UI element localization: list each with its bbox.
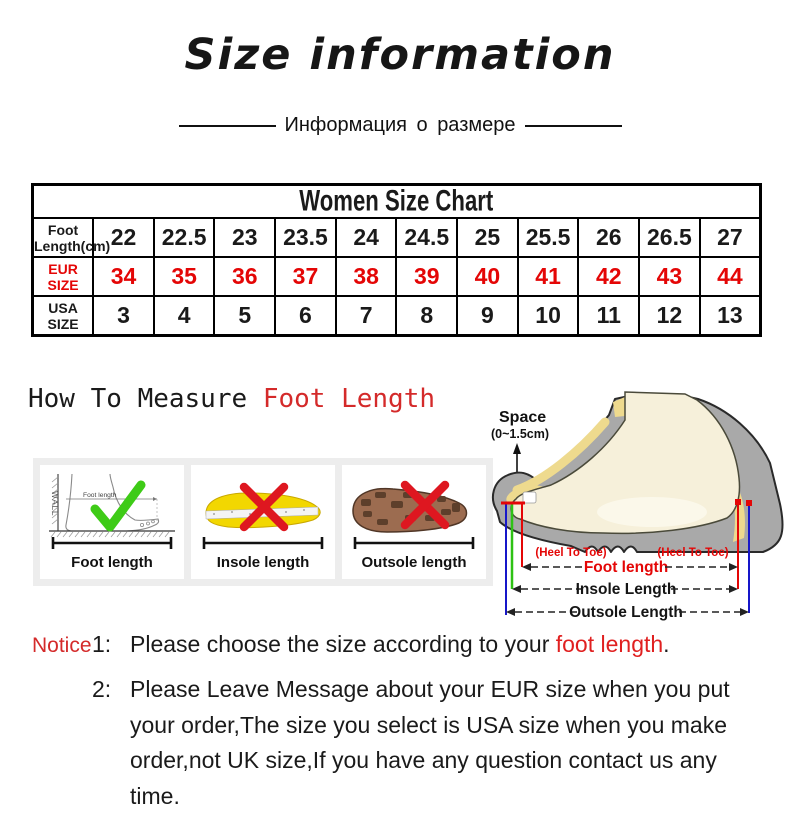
arrow-icon	[512, 585, 521, 593]
size-cell: 13	[700, 296, 761, 336]
measure-heading	[28, 384, 435, 414]
panel-insole-length	[191, 465, 335, 579]
subtitle-row	[0, 114, 800, 137]
insole-length-label: Insole Length	[575, 581, 677, 598]
size-cell: 25.5	[518, 218, 579, 257]
size-cell: 9	[457, 296, 518, 336]
inner-foot-length-label: Foot length	[83, 492, 117, 499]
size-cell: 34	[93, 257, 154, 296]
size-cell: 3	[93, 296, 154, 336]
heel-to-toe-right-label: (Heel To Toe)	[657, 547, 729, 559]
space-label: Space	[499, 409, 547, 426]
size-cell: 5	[214, 296, 275, 336]
notice-1-text-before: Please choose the size according to your	[130, 631, 556, 657]
size-cell: 41	[518, 257, 579, 296]
foot-length-label: Foot length	[583, 559, 669, 576]
size-chart-title-row	[33, 185, 761, 219]
size-cell: 26.5	[639, 218, 700, 257]
size-cell: 24	[336, 218, 397, 257]
panel-label: Insole length	[216, 554, 310, 571]
size-cell: 11	[578, 296, 639, 336]
measure-panels	[33, 458, 493, 586]
arrow-icon	[522, 563, 531, 571]
wall-label: WALL	[50, 491, 59, 517]
size-cell: 6	[275, 296, 336, 336]
notice-1-text-after: .	[663, 631, 670, 657]
outsole-length-label: Outsole Length	[569, 604, 683, 621]
arrow-icon	[506, 608, 515, 616]
size-cell: 40	[457, 257, 518, 296]
arrow-icon	[740, 608, 749, 616]
arrow-icon	[729, 563, 738, 571]
size-cell: 7	[336, 296, 397, 336]
size-cell: 25	[457, 218, 518, 257]
toe-space-notch	[523, 492, 536, 503]
arrow-icon	[153, 497, 157, 501]
size-cell: 23.5	[275, 218, 336, 257]
measure-heading-red: Foot Length	[262, 384, 435, 414]
size-cell: 27	[700, 218, 761, 257]
size-cell: 44	[700, 257, 761, 296]
size-cell: 38	[336, 257, 397, 296]
row-label: USA SIZE	[33, 296, 94, 336]
measure-heading-black: How To Measure	[28, 384, 263, 414]
size-cell: 42	[578, 257, 639, 296]
size-cell: 24.5	[396, 218, 457, 257]
size-cell: 43	[639, 257, 700, 296]
subtitle-text: Информация о размере	[284, 114, 516, 136]
heel-dot	[746, 500, 752, 506]
heel-to-toe-left-label: (Heel To Toe)	[535, 547, 607, 559]
divider-line-right	[525, 125, 622, 127]
page-title: Size information	[184, 30, 616, 80]
size-chart-row	[33, 296, 761, 336]
row-label: Foot Length(cm)	[33, 218, 94, 257]
size-chart-row	[33, 218, 761, 257]
panel-outsole-length	[342, 465, 486, 579]
heel-dot	[735, 499, 741, 505]
size-cell: 10	[518, 296, 579, 336]
size-chart-table	[31, 183, 762, 337]
size-cell: 22.5	[154, 218, 215, 257]
notice-1-number: 1:	[92, 631, 112, 657]
notice-2-text: Please Leave Message about your EUR size when you put your order,The size you select is USA size when you make order,not UK size,If you have any question contact us any time.	[130, 676, 730, 809]
measure-bracket	[53, 537, 171, 549]
insole-image	[194, 468, 332, 554]
size-chart-body	[33, 185, 761, 336]
shoe-measurement-diagram	[487, 386, 800, 624]
foot-length-sketch	[43, 468, 181, 554]
notice-1-text	[130, 631, 670, 658]
row-label: EUR SIZE	[33, 257, 94, 296]
outsole-image	[345, 468, 483, 554]
panel-label: Outsole length	[361, 554, 467, 571]
notice-1-highlight: foot length	[555, 631, 664, 657]
notice-item-1	[32, 631, 670, 658]
notice-item-2	[92, 672, 770, 814]
size-cell: 37	[275, 257, 336, 296]
size-cell: 26	[578, 218, 639, 257]
size-cell: 4	[154, 296, 215, 336]
foot-sole-highlight	[597, 497, 707, 527]
arrow-icon	[729, 585, 738, 593]
panel-foot-length	[40, 465, 184, 579]
up-arrow-icon	[513, 443, 521, 454]
size-cell: 36	[214, 257, 275, 296]
notice-2-number: 2:	[92, 676, 112, 702]
size-cell: 8	[396, 296, 457, 336]
size-chart-title: Women Size Chart	[299, 184, 494, 218]
size-cell: 12	[639, 296, 700, 336]
ground-hatch-icon	[51, 532, 169, 537]
size-chart-row	[33, 257, 761, 296]
size-cell: 23	[214, 218, 275, 257]
panel-label: Foot length	[71, 554, 153, 571]
size-cell: 22	[93, 218, 154, 257]
size-cell: 35	[154, 257, 215, 296]
size-chart-title-cell	[33, 185, 761, 219]
divider-line-left	[179, 125, 276, 127]
space-range-label: (0~1.5cm)	[491, 427, 550, 441]
measure-bracket	[204, 537, 322, 549]
measure-bracket	[355, 537, 473, 549]
notice-label: Notice	[32, 634, 92, 657]
size-cell: 39	[396, 257, 457, 296]
